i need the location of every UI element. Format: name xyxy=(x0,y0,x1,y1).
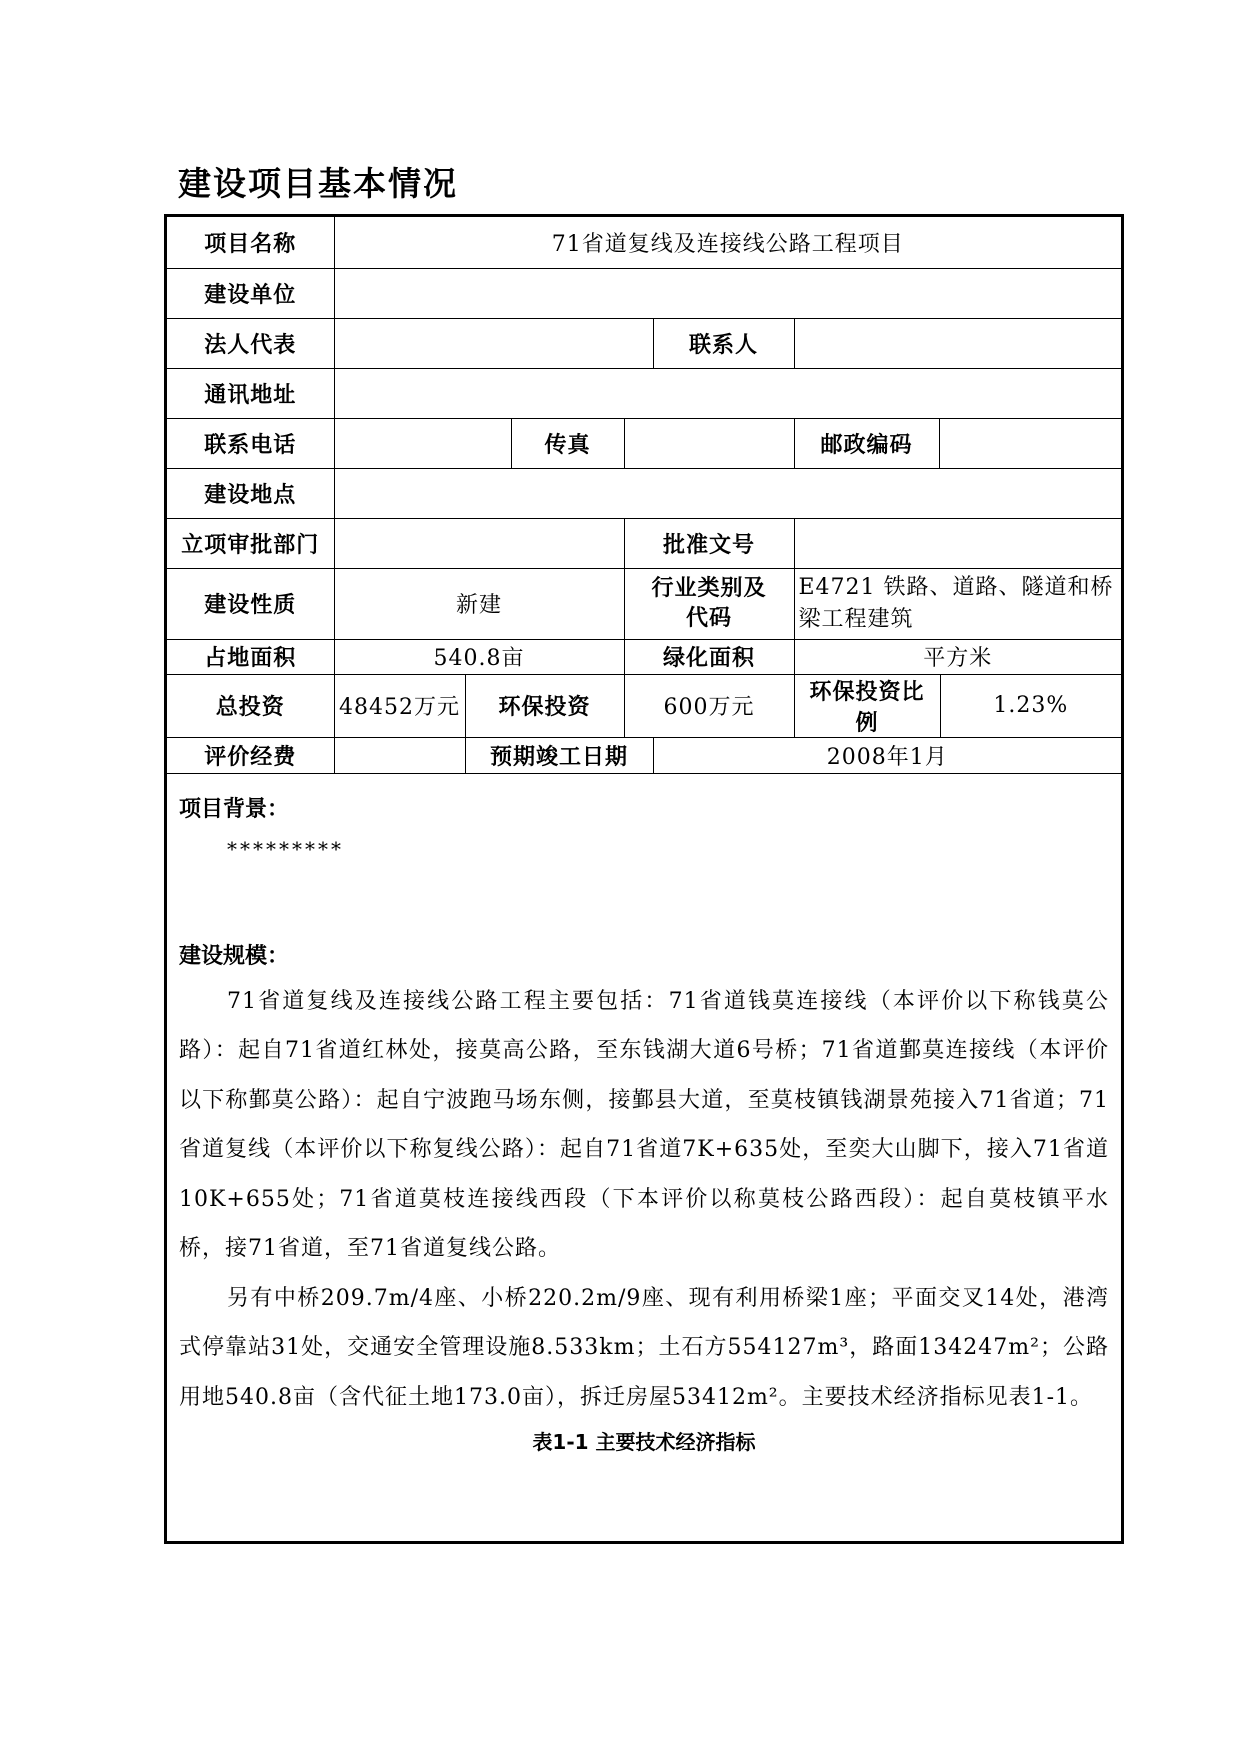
value-total-invest: 48452万元 xyxy=(334,674,465,737)
scale-paragraph-1: 71省道复线及连接线公路工程主要包括：71省道钱莫连接线（本评价以下称钱莫公路）：起自71省道红林处，接莫高公路，至东钱湖大道6号桥；71省道鄞莫连接线（本评价以下称鄞莫公路）：起自宁波跑马场东侧，接鄞县大道，至莫枝镇钱湖景苑接入71省道；71省道复线（本评价以下称复线公路）：起自71省道7K+635处，至奕大山脚下，接入71省道10K+655处；71省道莫枝连接线西段（下本评价以称莫枝公路西段）：起自莫枝镇平水桥，接71省道，至71省道复线公路。 xyxy=(179,988,1109,1261)
basic-info-table xyxy=(167,217,1121,774)
value-green-area: 平方米 xyxy=(794,639,1121,674)
value-project-name: 71省道复线及连接线公路工程项目 xyxy=(334,217,1121,268)
value-industry: E4721 铁路、道路、隧道和桥梁工程建筑 xyxy=(794,568,1121,639)
value-contact xyxy=(794,318,1121,368)
value-phone xyxy=(334,418,511,468)
value-env-invest: 600万元 xyxy=(624,674,794,737)
value-address xyxy=(334,368,1121,418)
value-construction-unit xyxy=(334,268,1121,318)
value-nature: 新建 xyxy=(334,568,624,639)
value-completion: 2008年1月 xyxy=(653,737,1121,773)
label-location: 建设地点 xyxy=(167,468,334,518)
label-eval-fee: 评价经费 xyxy=(167,737,334,773)
label-env-ratio: 环保投资比例 xyxy=(794,674,940,737)
value-land-area: 540.8亩 xyxy=(334,639,624,674)
label-address: 通讯地址 xyxy=(167,368,334,418)
value-approval-dept xyxy=(334,518,624,568)
value-location xyxy=(334,468,1121,518)
label-nature: 建设性质 xyxy=(167,568,334,639)
scale-section xyxy=(167,937,1121,1456)
label-phone: 联系电话 xyxy=(167,418,334,468)
value-eval-fee xyxy=(334,737,465,773)
label-approval-dept: 立项审批部门 xyxy=(167,518,334,568)
value-fax xyxy=(624,418,794,468)
label-env-invest: 环保投资 xyxy=(465,674,624,737)
scale-heading: 建设规模： xyxy=(179,943,290,969)
label-green-area: 绿化面积 xyxy=(624,639,794,674)
label-land-area: 占地面积 xyxy=(167,639,334,674)
background-text: ********* xyxy=(227,836,344,861)
value-env-ratio: 1.23% xyxy=(940,674,1121,737)
background-section xyxy=(167,792,1121,937)
label-approval-no: 批准文号 xyxy=(624,518,794,568)
table-caption: 表1-1 主要技术经济指标 xyxy=(532,1430,756,1454)
scale-paragraph-2: 另有中桥209.7m/4座、小桥220.2m/9座、现有利用桥梁1座；平面交叉14处，港湾式停靠站31处，交通安全管理设施8.533km；土石方554127m³，路面134247m²；公路用地540.8亩（含代征土地173.0亩），拆迁房屋53412m²。主要技术经济指标见表1-1。 xyxy=(179,1285,1109,1410)
value-approval-no xyxy=(794,518,1121,568)
label-fax: 传真 xyxy=(511,418,624,468)
label-postcode: 邮政编码 xyxy=(794,418,939,468)
page-title: 建设项目基本情况 xyxy=(178,164,458,203)
label-contact: 联系人 xyxy=(653,318,794,368)
value-legal-rep xyxy=(334,318,653,368)
background-heading: 项目背景： xyxy=(179,796,290,822)
label-project-name: 项目名称 xyxy=(167,217,334,268)
label-legal-rep: 法人代表 xyxy=(167,318,334,368)
label-total-invest: 总投资 xyxy=(167,674,334,737)
label-industry: 行业类别及代码 xyxy=(624,568,794,639)
value-postcode xyxy=(939,418,1121,468)
label-construction-unit: 建设单位 xyxy=(167,268,334,318)
project-info-form xyxy=(164,214,1124,1544)
label-completion: 预期竣工日期 xyxy=(465,737,653,773)
